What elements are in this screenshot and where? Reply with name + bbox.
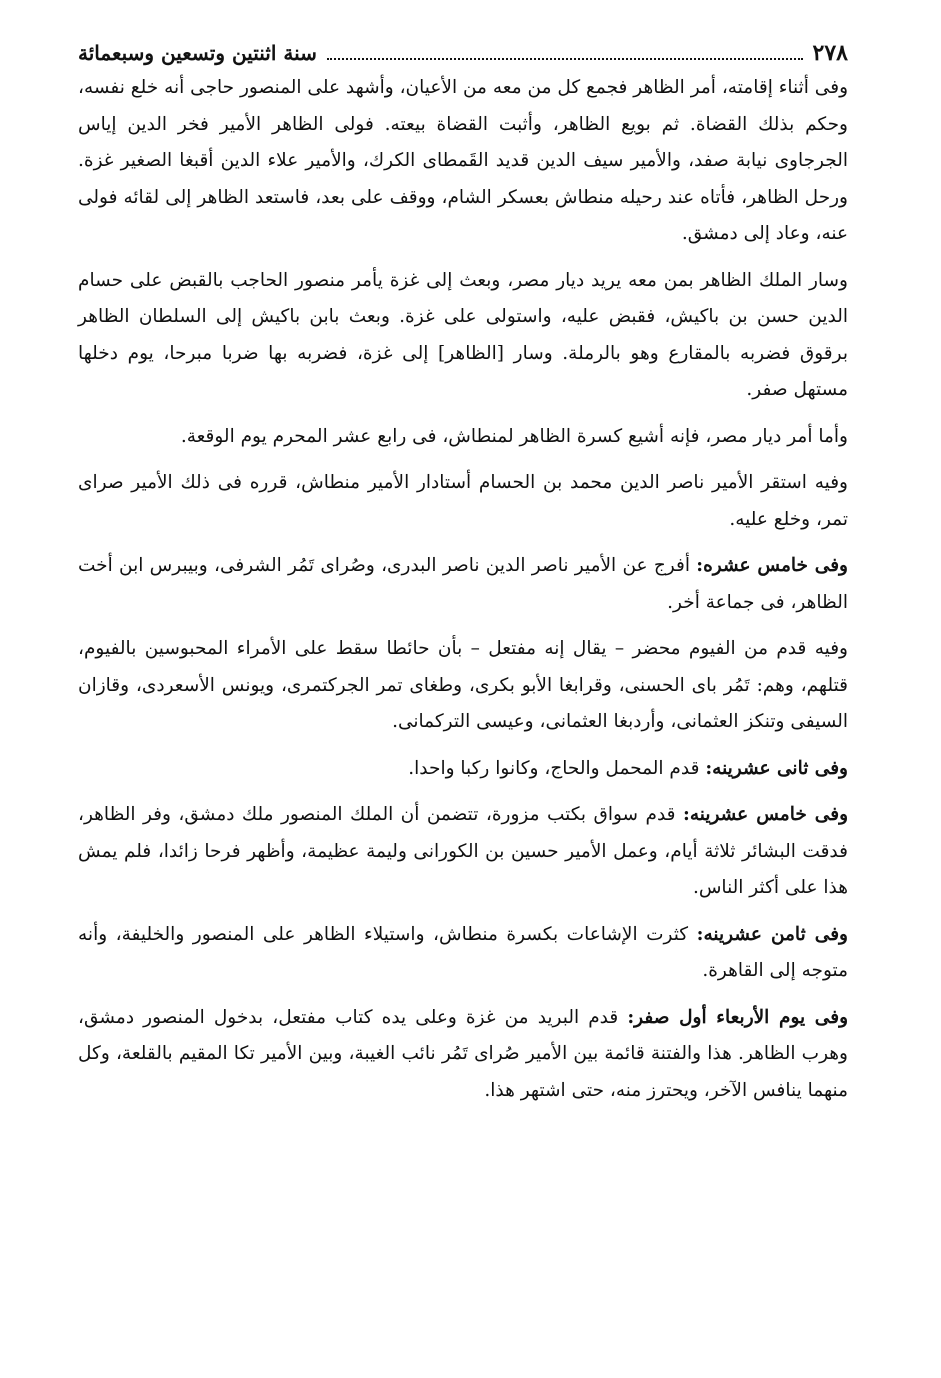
- dotted-leader: [327, 58, 803, 60]
- paragraph-text: كثرت الإشاعات بكسرة منطاش، واستيلاء الظاهر على المنصور والخليفة، وأنه متوجه إلى القاهرة.: [78, 923, 848, 981]
- paragraph-7: [78, 751, 848, 788]
- paragraph-3: [78, 419, 848, 456]
- paragraph-text: قدم سواق بكتب مزورة، تتضمن أن الملك المنصور ملك دمشق، وفر الظاهر، فدقت البشائر ثلاثة أيام، وعمل الأمير حسين بن الكورانى وليمة عظيمة، وأظهر فرحا زائدا، فلم يمش هذا على أكثر الناس.: [78, 804, 848, 898]
- paragraph-text: أفرج عن الأمير ناصر الدين ناصر البدرى، وصُراى تَمُر الشرفى، وبيبرس ابن أخت الظاهر، فى جماعة أخر.: [78, 555, 848, 613]
- paragraph-text: قدم البريد من غزة وعلى يده كتاب مفتعل، بدخول المنصور دمشق، وهرب الظاهر. هذا والفتنة قائمة بين الأمير صُراى تَمُر نائب الغيبة، وبين الأمير تكا المقيم بالقلعة، وكل منهما ينافس الآخر، ويحترز منه، حتى اشتهر هذا.: [78, 1006, 848, 1101]
- paragraph-10: [78, 1000, 848, 1110]
- paragraph-text: وسار الملك الظاهر بمن معه يريد ديار مصر، وبعث إلى غزة يأمر منصور الحاجب بالقبض على حسام الدين حسن بن باكيش، فقبض عليه، واستولى على غزة. وبعث بابن باكيش إلى السلطان الظاهر برقوق فضربه بالمقارع وهو بالرملة. وسار [الظاهر] إلى غزة، فضربه بها ضربا مبرحا، يوم دخلها مستهل صفر.: [78, 269, 848, 400]
- paragraph-text: وفيه استقر الأمير ناصر الدين محمد بن الحسام أستادار الأمير منطاش، قرره فى ذلك الأمير صراى تمر، وخلع عليه.: [78, 472, 848, 530]
- running-header: [78, 40, 848, 70]
- paragraph-lead: وفى خامس عشرينه:: [682, 804, 848, 825]
- paragraph-5: [78, 548, 848, 621]
- paragraph-text: قدم المحمل والحاج، وكانوا ركبا واحدا.: [408, 757, 706, 779]
- paragraph-2: [78, 263, 848, 409]
- paragraph-9: [78, 917, 848, 990]
- paragraph-text: وفى أثناء إقامته، أمر الظاهر فجمع كل من معه من الأعيان، وأشهد على المنصور حاجى أنه خلع نفسه، وحكم بذلك القضاة. ثم بويع الظاهر، وأثبت القضاة بيعته. فولى الظاهر الأمير فخر الدين إياس الجرجاوى نيابة صفد، والأمير سيف الدين قديد القَمطاى الكرك، والأمير علاء الدين أقبغا الصغير غزة. ورحل الظاهر، فأتاه عند رحيله منطاش بعسكر الشام، ووقف على بعد، فاستعد الظاهر إلى لقائه فولى عنه، وعاد إلى دمشق.: [78, 77, 848, 244]
- book-page: [78, 40, 848, 1119]
- paragraph-8: [78, 797, 848, 907]
- paragraph-lead: وفى ثانى عشرينه:: [705, 757, 848, 779]
- paragraph-4: [78, 465, 848, 538]
- paragraph-text: وأما أمر ديار مصر، فإنه أشيع كسرة الظاهر لمنطاش، فى رابع عشر المحرم يوم الوقعة.: [180, 425, 848, 447]
- paragraph-text: وفيه قدم من الفيوم محضر – يقال إنه مفتعل – بأن حائطا سقط على الأمراء المحبوسين بالفيوم، قتلهم، وهم: تَمُر باى الحسنى، وقرابغا الأبو بكرى، وطغاى تمر الجركتمرى، ويونس الأسعردى، وقازان السيفى وتنكز العثمانى، وأردبغا العثمانى، وعيسى التركمانى.: [78, 638, 848, 732]
- paragraph-lead: وفى ثامن عشرينه:: [696, 923, 848, 945]
- paragraph-6: [78, 631, 848, 741]
- paragraph-lead: وفى خامس عشره:: [696, 555, 848, 576]
- running-title: سنة اثنتين وتسعين وسبعمائة: [78, 41, 317, 65]
- paragraph-lead: وفى يوم الأربعاء أول صفر:: [627, 1006, 849, 1028]
- page-number: ٢٧٨: [812, 40, 848, 66]
- paragraph-1: [78, 70, 848, 253]
